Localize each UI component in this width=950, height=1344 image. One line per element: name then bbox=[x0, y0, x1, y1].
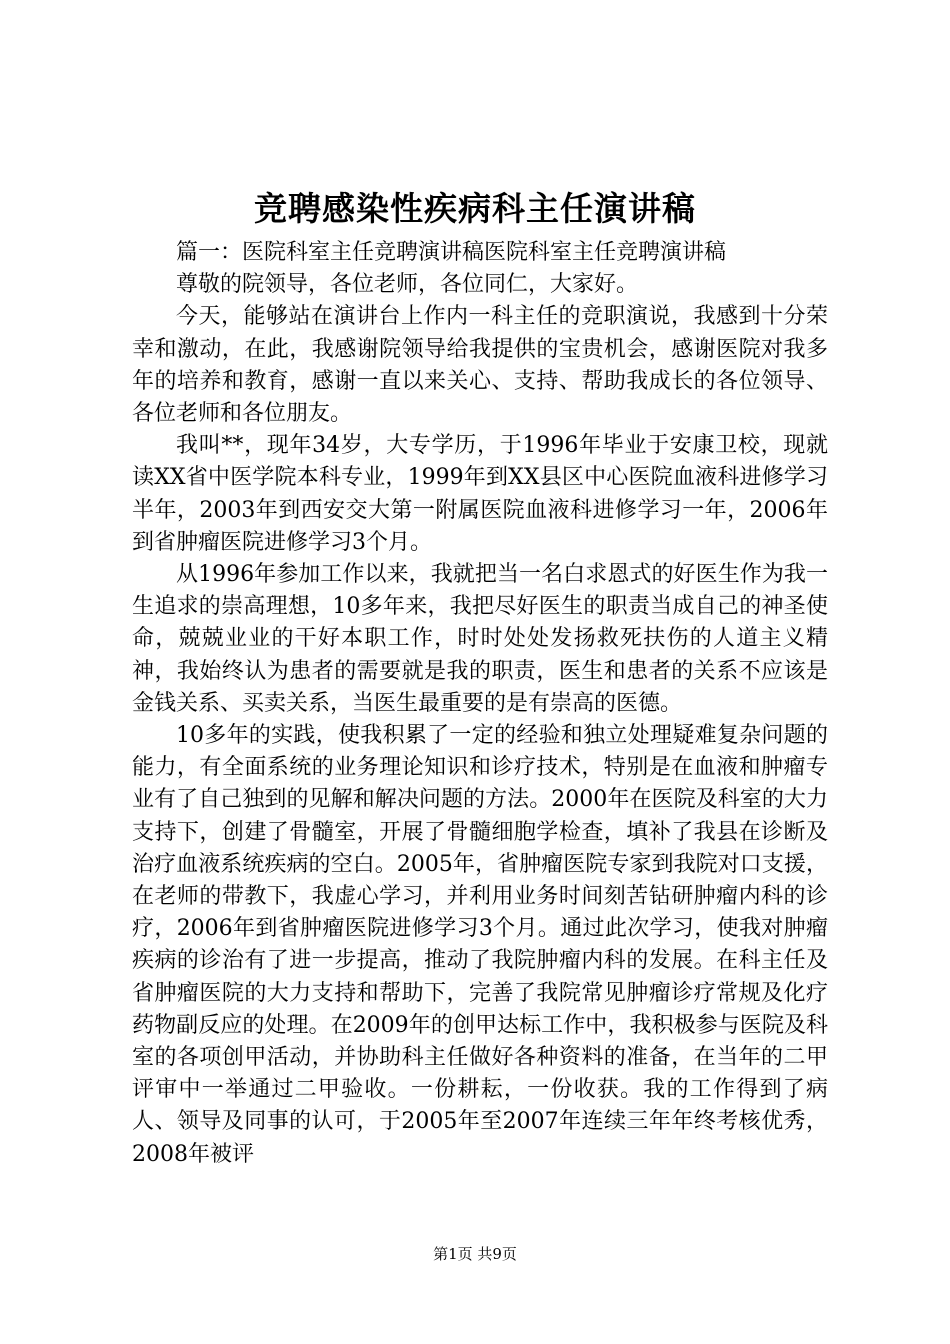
paragraph-ideals: 从1996年参加工作以来，我就把当一名白求恩式的好医生作为我一生追求的崇高理想，10多年来，我把尽好医生的职责当成自己的神圣使命，兢兢业业的干好本职工作，时时处处发扬救死扶伤的人道主义精神，我始终认为患者的需要就是我的职责，医生和患者的关系不应该是金钱关系、买卖关系，当医生最重要的是有崇高的医德。 bbox=[132, 562, 828, 716]
paragraph-background: 我叫**，现年34岁，大专学历，于1996年毕业于安康卫校，现就读XX省中医学院本科专业，1999年到XX县区中心医院血液科进修学习半年，2003年到西安交大第一附属医院血液科进修学习一年，2006年到省肿瘤医院进修学习3个月。 bbox=[132, 433, 828, 555]
paragraph-heading: 篇一：医院科室主任竞聘演讲稿医院科室主任竞聘演讲稿 bbox=[176, 240, 727, 265]
paragraph-introduction: 今天，能够站在演讲台上作内一科主任的竞职演说，我感到十分荣幸和激动，在此，我感谢院领导给我提供的宝贵机会，感谢医院对我多年的培养和教育，感谢一直以来关心、支持、帮助我成长的各位领导、各位老师和各位朋友。 bbox=[132, 304, 828, 427]
page-number-footer: 第1页 共9页 bbox=[433, 1245, 517, 1263]
paragraph-greeting: 尊敬的院领导，各位老师，各位同仁，大家好。 bbox=[176, 272, 639, 298]
document-body bbox=[132, 237, 828, 1171]
document-title: 竞聘感染性疾病科主任演讲稿 bbox=[254, 189, 696, 228]
paragraph-experience: 10多年的实践，使我积累了一定的经验和独立处理疑难复杂问题的能力，有全面系统的业务理论知识和诊疗技术，特别是在血液和肿瘤专业有了自己独到的见解和解决问题的方法。2000年在医院及科室的大力支持下，创建了骨髓室，开展了骨髓细胞学检查，填补了我县在诊断及治疗血液系统疾病的空白。2005年，省肿瘤医院专家到我院对口支援，在老师的带教下，我虚心学习，并利用业务时间刻苦钻研肿瘤内科的诊疗，2006年到省肿瘤医院进修学习3个月。通过此次学习，使我对肿瘤疾病的诊治有了进一步提高，推动了我院肿瘤内科的发展。在科主任及省肿瘤医院的大力支持和帮助下，完善了我院常见肿瘤诊疗常规及化疗药物副反应的处理。在2009年的创甲达标工作中，我积极参与医院及科室的各项创甲活动，并协助科主任做好各种资料的准备，在当年的二甲评审中一举通过二甲验收。一份耕耘，一份收获。我的工作得到了病人、领导及同事的认可，于2005年至2007年连续三年年终考核优秀，2008年被评 bbox=[132, 723, 828, 1167]
